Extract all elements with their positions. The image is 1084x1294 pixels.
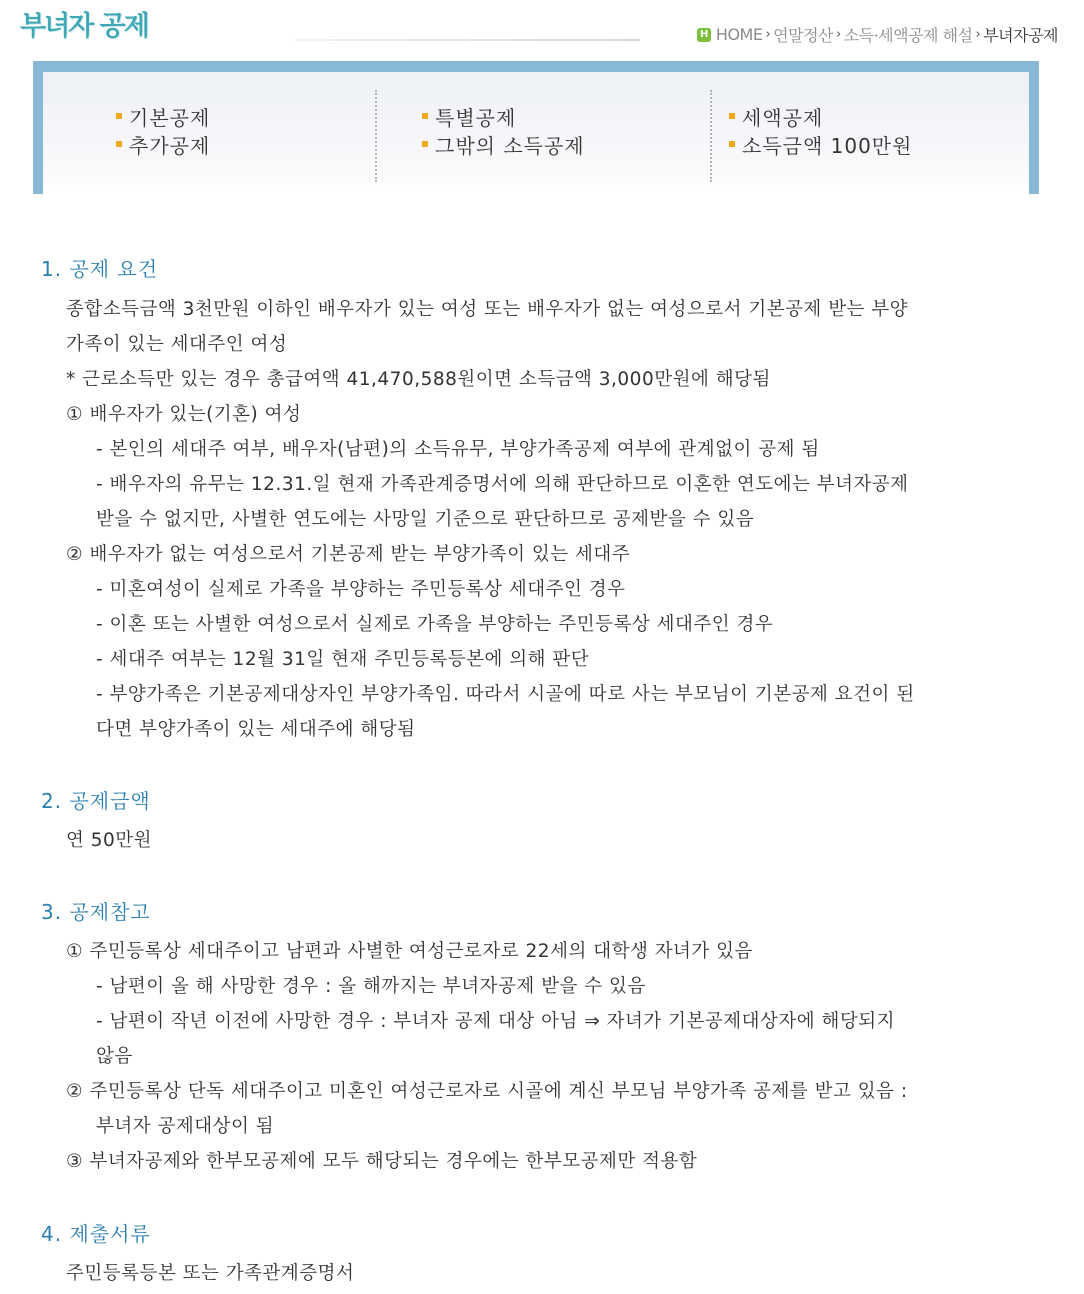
dash-item: - 남편이 작년 이전에 사망한 경우 : 부녀자 공제 대상 아님 ⇒ 자녀가 기본공제대상자에 해당되지	[96, 1011, 895, 1032]
body-text-line: 가족이 있는 세대주인 여성	[66, 334, 288, 355]
bullet-icon	[422, 113, 428, 119]
section-heading-documents: 4. 제출서류	[41, 1222, 151, 1246]
menu-column-1	[116, 102, 210, 158]
numbered-item: ② 주민등록상 단독 세대주이고 미혼인 여성근로자로 시골에 계신 부모님 부양가족 공제를 받고 있음 :	[66, 1081, 908, 1102]
menu-item-additional-deduction[interactable]	[116, 130, 210, 158]
title-divider	[295, 39, 640, 41]
numbered-item: ① 배우자가 있는(기혼) 여성	[66, 404, 302, 425]
menu-item-label: 그밖의 소득공제	[435, 133, 585, 158]
menu-item-basic-deduction[interactable]	[116, 102, 210, 130]
breadcrumb-deduction-guide-link[interactable]: 소득·세액공제 해설	[843, 26, 973, 45]
menu-item-label: 세액공제	[742, 105, 824, 130]
menu-item-other-income-deduction[interactable]	[422, 130, 585, 158]
menu-divider	[710, 90, 712, 182]
menu-item-label: 추가공제	[129, 133, 211, 158]
breadcrumb-current: 부녀자공제	[983, 26, 1058, 45]
body-text-line: 연 50만원	[66, 830, 153, 851]
dash-item: - 이혼 또는 사별한 여성으로서 실제로 가족을 부양하는 주민등록상 세대주인 경우	[96, 614, 774, 635]
numbered-item: ② 배우자가 없는 여성으로서 기본공제 받는 부양가족이 있는 세대주	[66, 544, 631, 565]
bullet-icon	[422, 141, 428, 147]
body-text-line: 종합소득금액 3천만원 이하인 배우자가 있는 여성 또는 배우자가 없는 여성으로서 기본공제 받는 부양	[66, 299, 909, 320]
bullet-icon	[729, 141, 735, 147]
deduction-menu-box	[33, 61, 1039, 194]
menu-column-3	[729, 102, 912, 158]
section-heading-amount: 2. 공제금액	[41, 789, 151, 813]
menu-item-tax-credit[interactable]	[729, 102, 912, 130]
section-heading-reference: 3. 공제참고	[41, 900, 151, 924]
breadcrumb-year-end-link[interactable]: 연말정산	[773, 26, 833, 45]
dash-item-continuation: 다면 부양가족이 있는 세대주에 해당됨	[96, 719, 416, 740]
menu-item-label: 기본공제	[129, 105, 211, 130]
section-heading-requirements: 1. 공제 요건	[41, 257, 159, 281]
dash-item: - 본인의 세대주 여부, 배우자(남편)의 소득유무, 부양가족공제 여부에 관계없이 공제 됨	[96, 439, 820, 460]
dash-item: - 미혼여성이 실제로 가족을 부양하는 주민등록상 세대주인 경우	[96, 579, 626, 600]
breadcrumb	[697, 23, 1058, 46]
menu-item-special-deduction[interactable]	[422, 102, 585, 130]
page-title: 부녀자 공제	[20, 11, 148, 42]
home-icon: H	[697, 28, 711, 42]
numbered-item: ③ 부녀자공제와 한부모공제에 모두 해당되는 경우에는 한부모공제만 적용함	[66, 1151, 698, 1172]
bullet-icon	[116, 141, 122, 147]
dash-item: - 세대주 여부는 12월 31일 현재 주민등록등본에 의해 판단	[96, 649, 590, 670]
breadcrumb-chevron-icon: ›	[765, 27, 771, 42]
breadcrumb-chevron-icon: ›	[835, 27, 841, 42]
numbered-item-continuation: 부녀자 공제대상이 됨	[96, 1116, 275, 1137]
bullet-icon	[116, 113, 122, 119]
breadcrumb-chevron-icon: ›	[975, 27, 981, 42]
dash-item-continuation: 받을 수 없지만, 사별한 연도에는 사망일 기준으로 판단하므로 공제받을 수 있음	[96, 509, 755, 530]
numbered-item: ① 주민등록상 세대주이고 남편과 사별한 여성근로자로 22세의 대학생 자녀가 있음	[66, 941, 753, 962]
menu-item-label: 소득금액 100만원	[742, 133, 913, 158]
breadcrumb-home-link[interactable]: HOME	[715, 25, 763, 44]
body-text-line: 주민등록등본 또는 가족관계증명서	[66, 1263, 355, 1284]
dash-item-continuation: 않음	[96, 1046, 133, 1067]
menu-column-2	[422, 102, 585, 158]
menu-item-income-one-million[interactable]	[729, 130, 912, 158]
menu-divider	[375, 90, 377, 182]
note-text-line: * 근로소득만 있는 경우 총급여액 41,470,588원이면 소득금액 3,000만원에 해당됨	[66, 369, 771, 390]
deduction-menu-panel	[43, 72, 1029, 194]
dash-item: - 부양가족은 기본공제대상자인 부양가족임. 따라서 시골에 따로 사는 부모님이 기본공제 요건이 된	[96, 684, 915, 705]
bullet-icon	[729, 113, 735, 119]
menu-item-label: 특별공제	[435, 105, 517, 130]
dash-item: - 남편이 올 해 사망한 경우 : 올 해까지는 부녀자공제 받을 수 있음	[96, 976, 646, 997]
dash-item: - 배우자의 유무는 12.31.일 현재 가족관계증명서에 의해 판단하므로 이혼한 연도에는 부녀자공제	[96, 474, 909, 495]
